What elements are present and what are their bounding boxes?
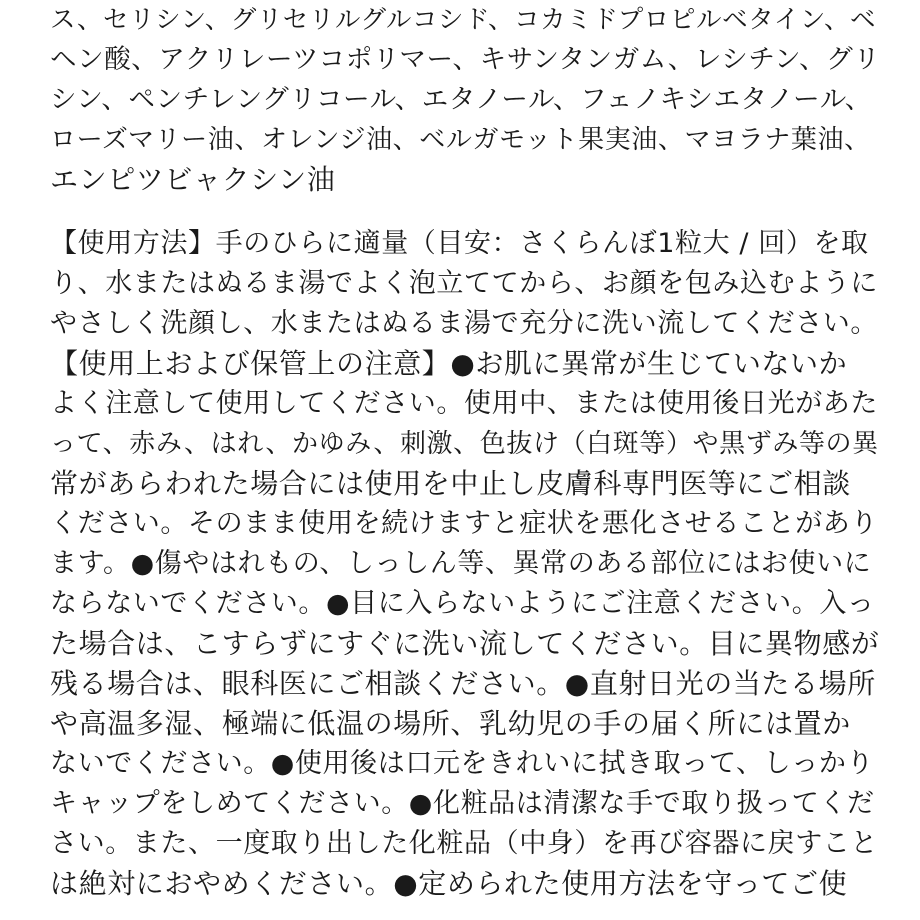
caution-line: キャップをしめてください。●化粧品は清潔な手で取り扱ってくだ [50,788,875,819]
caution-line: 残る場合は、眼科医にご相談ください。●直射日光の当たる場所 [50,667,876,700]
caution-line: って、赤み、はれ、かゆみ、刺激、色抜け（白斑等）や黒ずみ等の異 [50,429,879,459]
ingredients-line: ローズマリー油、オレンジ油、ベルガモット果実油、マヨラナ葉油、 [50,125,871,155]
usage-line: 【使用方法】手のひらに適量（目安：さくらんぼ1粒大 / 回）を取 [50,228,869,259]
caution-line: ならないでください。●目に入らないようにご注意ください。入っ [50,588,875,619]
caution-line: ます。●傷やはれもの、しっしん等、異常のある部位にはお使いに [50,548,872,579]
caution-line: よく注意して使用してください。使用中、または使用後日光があた [50,388,878,419]
caution-line: 常があらわれた場合には使用を中止し皮膚科専門医等にご相談 [50,467,851,500]
ingredients-line: ス、セリシン、グリセリルグルコシド、コカミドプロピルベタイン、ベ [50,5,877,35]
caution-line: 【使用上および保管上の注意】●お肌に異常が生じていないか [50,347,848,380]
caution-line: ないでください。●使用後は口元をきれいに拭き取って、しっかり [50,748,875,779]
ingredients-line: エンピツビャクシン油 [50,163,336,196]
caution-line: た場合は、こすらずにすぐに洗い流してください。目に異物感が [50,627,880,660]
caution-line: や高温多湿、極端に低温の場所、乳幼児の手の届く所には置か [50,707,851,740]
usage-line: り、水またはぬるま湯でよく泡立ててから、お顔を包み込むように [50,268,878,299]
caution-line: さい。また、一度取り出した化粧品（中身）を再び容器に戻すこと [50,828,878,859]
ingredients-line: ヘン酸、アクリレーツコポリマー、キサンタンガム、レシチン、グリ [50,44,881,75]
caution-line: ください。そのまま使用を続けますと症状を悪化させることがあり [50,508,878,539]
caution-line: は絶対におやめください。●定められた使用方法を守ってご使 [50,867,848,900]
usage-line: やさしく洗顔し、水またはぬるま湯で充分に洗い流してください。 [50,308,878,339]
ingredients-line: シン、ペンチレングリコール、エタノール、フェノキシエタノール、 [50,84,872,115]
